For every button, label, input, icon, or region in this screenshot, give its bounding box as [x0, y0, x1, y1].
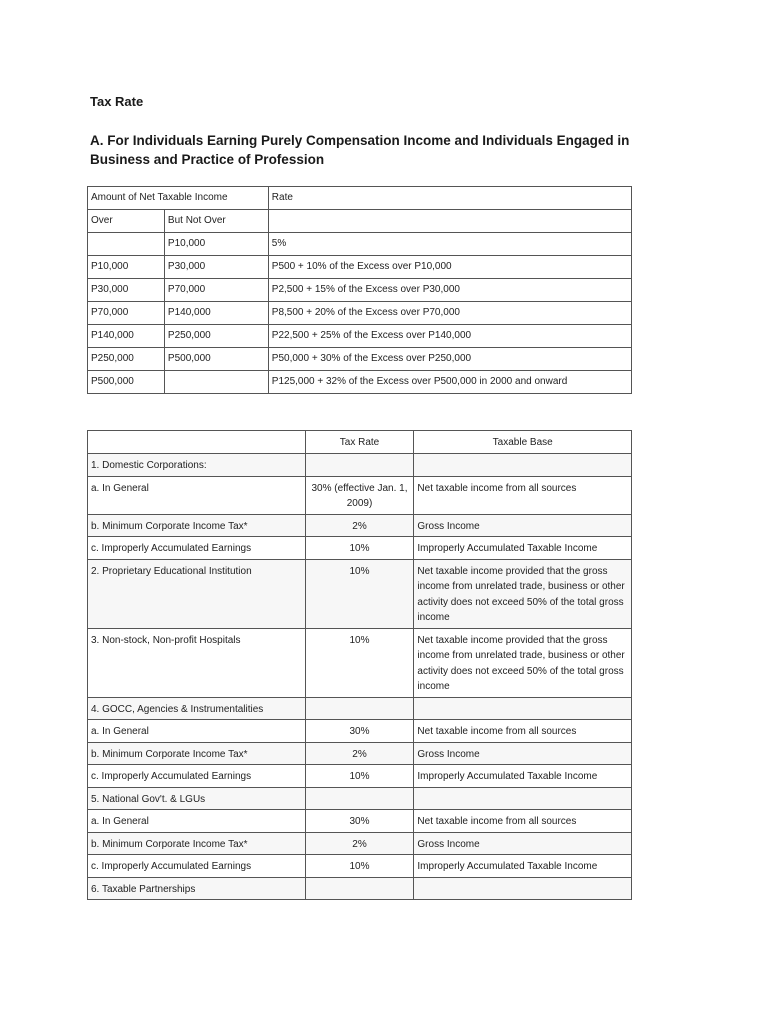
cell-label: 4. GOCC, Agencies & Instrumentalities — [88, 697, 306, 720]
cell-base: Net taxable income from all sources — [414, 720, 632, 743]
header-taxable-base: Taxable Base — [414, 431, 632, 454]
cell-rate — [305, 697, 414, 720]
cell-base: Gross Income — [414, 514, 632, 537]
cell-label: a. In General — [88, 476, 306, 514]
cell-base — [414, 877, 632, 900]
cell-rate: 10% — [305, 628, 414, 697]
cell-rate: 10% — [305, 765, 414, 788]
header-not-over: But Not Over — [164, 210, 268, 233]
individual-tax-rate-table — [87, 186, 632, 394]
cell-not-over: P30,000 — [164, 256, 268, 279]
table-row — [88, 302, 632, 325]
cell-rate: 30% — [305, 720, 414, 743]
cell-base — [414, 787, 632, 810]
table-row — [88, 256, 632, 279]
table-row — [88, 454, 632, 477]
cell-rate — [305, 454, 414, 477]
cell-base: Gross Income — [414, 742, 632, 765]
table-subheader-row — [88, 210, 632, 233]
cell-rate: P22,500 + 25% of the Excess over P140,000 — [268, 325, 631, 348]
table-row — [88, 348, 632, 371]
header-over: Over — [88, 210, 165, 233]
cell-rate: P8,500 + 20% of the Excess over P70,000 — [268, 302, 631, 325]
table-row — [88, 628, 632, 697]
cell-rate: 10% — [305, 559, 414, 628]
cell-rate: P125,000 + 32% of the Excess over P500,000 in 2000 and onward — [268, 371, 631, 394]
cell-base: Net taxable income from all sources — [414, 476, 632, 514]
table-row — [88, 765, 632, 788]
cell-over: P70,000 — [88, 302, 165, 325]
table-row — [88, 559, 632, 628]
cell-label: b. Minimum Corporate Income Tax* — [88, 832, 306, 855]
cell-label: 1. Domestic Corporations: — [88, 454, 306, 477]
cell-base: Improperly Accumulated Taxable Income — [414, 765, 632, 788]
table-row — [88, 787, 632, 810]
cell-over: P140,000 — [88, 325, 165, 348]
table-row — [88, 720, 632, 743]
table-row — [88, 855, 632, 878]
cell-rate: 2% — [305, 832, 414, 855]
cell-base: Net taxable income provided that the gross income from unrelated trade, business or other activity does not exceed 50% of the total gross income — [414, 628, 632, 697]
cell-over: P500,000 — [88, 371, 165, 394]
cell-base: Improperly Accumulated Taxable Income — [414, 855, 632, 878]
cell-rate: 2% — [305, 742, 414, 765]
cell-label: c. Improperly Accumulated Earnings — [88, 537, 306, 560]
cell-label: a. In General — [88, 810, 306, 833]
table-row — [88, 810, 632, 833]
table-row — [88, 832, 632, 855]
cell-rate: 30% — [305, 810, 414, 833]
cell-rate: 10% — [305, 855, 414, 878]
cell-not-over: P500,000 — [164, 348, 268, 371]
cell-not-over: P250,000 — [164, 325, 268, 348]
table-row — [88, 742, 632, 765]
cell-label: 6. Taxable Partnerships — [88, 877, 306, 900]
table-row — [88, 233, 632, 256]
table-row — [88, 476, 632, 514]
table-row — [88, 697, 632, 720]
cell-rate — [305, 877, 414, 900]
cell-label: c. Improperly Accumulated Earnings — [88, 765, 306, 788]
cell-over — [88, 233, 165, 256]
cell-rate: 5% — [268, 233, 631, 256]
cell-rate: P500 + 10% of the Excess over P10,000 — [268, 256, 631, 279]
header-amount: Amount of Net Taxable Income — [88, 187, 269, 210]
cell-label: 5. National Gov't. & LGUs — [88, 787, 306, 810]
cell-rate: 10% — [305, 537, 414, 560]
table-row — [88, 877, 632, 900]
cell-rate: P2,500 + 15% of the Excess over P30,000 — [268, 279, 631, 302]
header-empty — [268, 210, 631, 233]
cell-label: c. Improperly Accumulated Earnings — [88, 855, 306, 878]
cell-rate: P50,000 + 30% of the Excess over P250,000 — [268, 348, 631, 371]
table-row — [88, 371, 632, 394]
cell-label: 2. Proprietary Educational Institution — [88, 559, 306, 628]
cell-rate — [305, 787, 414, 810]
cell-not-over — [164, 371, 268, 394]
cell-not-over: P70,000 — [164, 279, 268, 302]
section-a-title: A. For Individuals Earning Purely Compensation Income and Individuals Engaged in Business and Practice of Profession — [90, 133, 630, 167]
cell-label: 3. Non-stock, Non-profit Hospitals — [88, 628, 306, 697]
header-tax-rate: Tax Rate — [305, 431, 414, 454]
cell-base — [414, 454, 632, 477]
table-row — [88, 514, 632, 537]
table-header-row — [88, 187, 632, 210]
cell-over: P30,000 — [88, 279, 165, 302]
header-rate: Rate — [268, 187, 631, 210]
cell-rate: 2% — [305, 514, 414, 537]
cell-base: Net taxable income provided that the gross income from unrelated trade, business or other activity does not exceed 50% of the total gross income — [414, 559, 632, 628]
cell-label: b. Minimum Corporate Income Tax* — [88, 742, 306, 765]
corporate-tax-rate-table — [87, 430, 632, 900]
cell-base: Gross Income — [414, 832, 632, 855]
table-header-row — [88, 431, 632, 454]
table-row — [88, 279, 632, 302]
cell-not-over: P140,000 — [164, 302, 268, 325]
table-row — [88, 537, 632, 560]
cell-not-over: P10,000 — [164, 233, 268, 256]
cell-label: a. In General — [88, 720, 306, 743]
cell-base: Net taxable income from all sources — [414, 810, 632, 833]
cell-label: b. Minimum Corporate Income Tax* — [88, 514, 306, 537]
cell-rate: 30% (effective Jan. 1, 2009) — [305, 476, 414, 514]
page-title: Tax Rate — [90, 94, 144, 109]
cell-over: P10,000 — [88, 256, 165, 279]
table-row — [88, 325, 632, 348]
cell-base: Improperly Accumulated Taxable Income — [414, 537, 632, 560]
header-blank — [88, 431, 306, 454]
cell-base — [414, 697, 632, 720]
cell-over: P250,000 — [88, 348, 165, 371]
